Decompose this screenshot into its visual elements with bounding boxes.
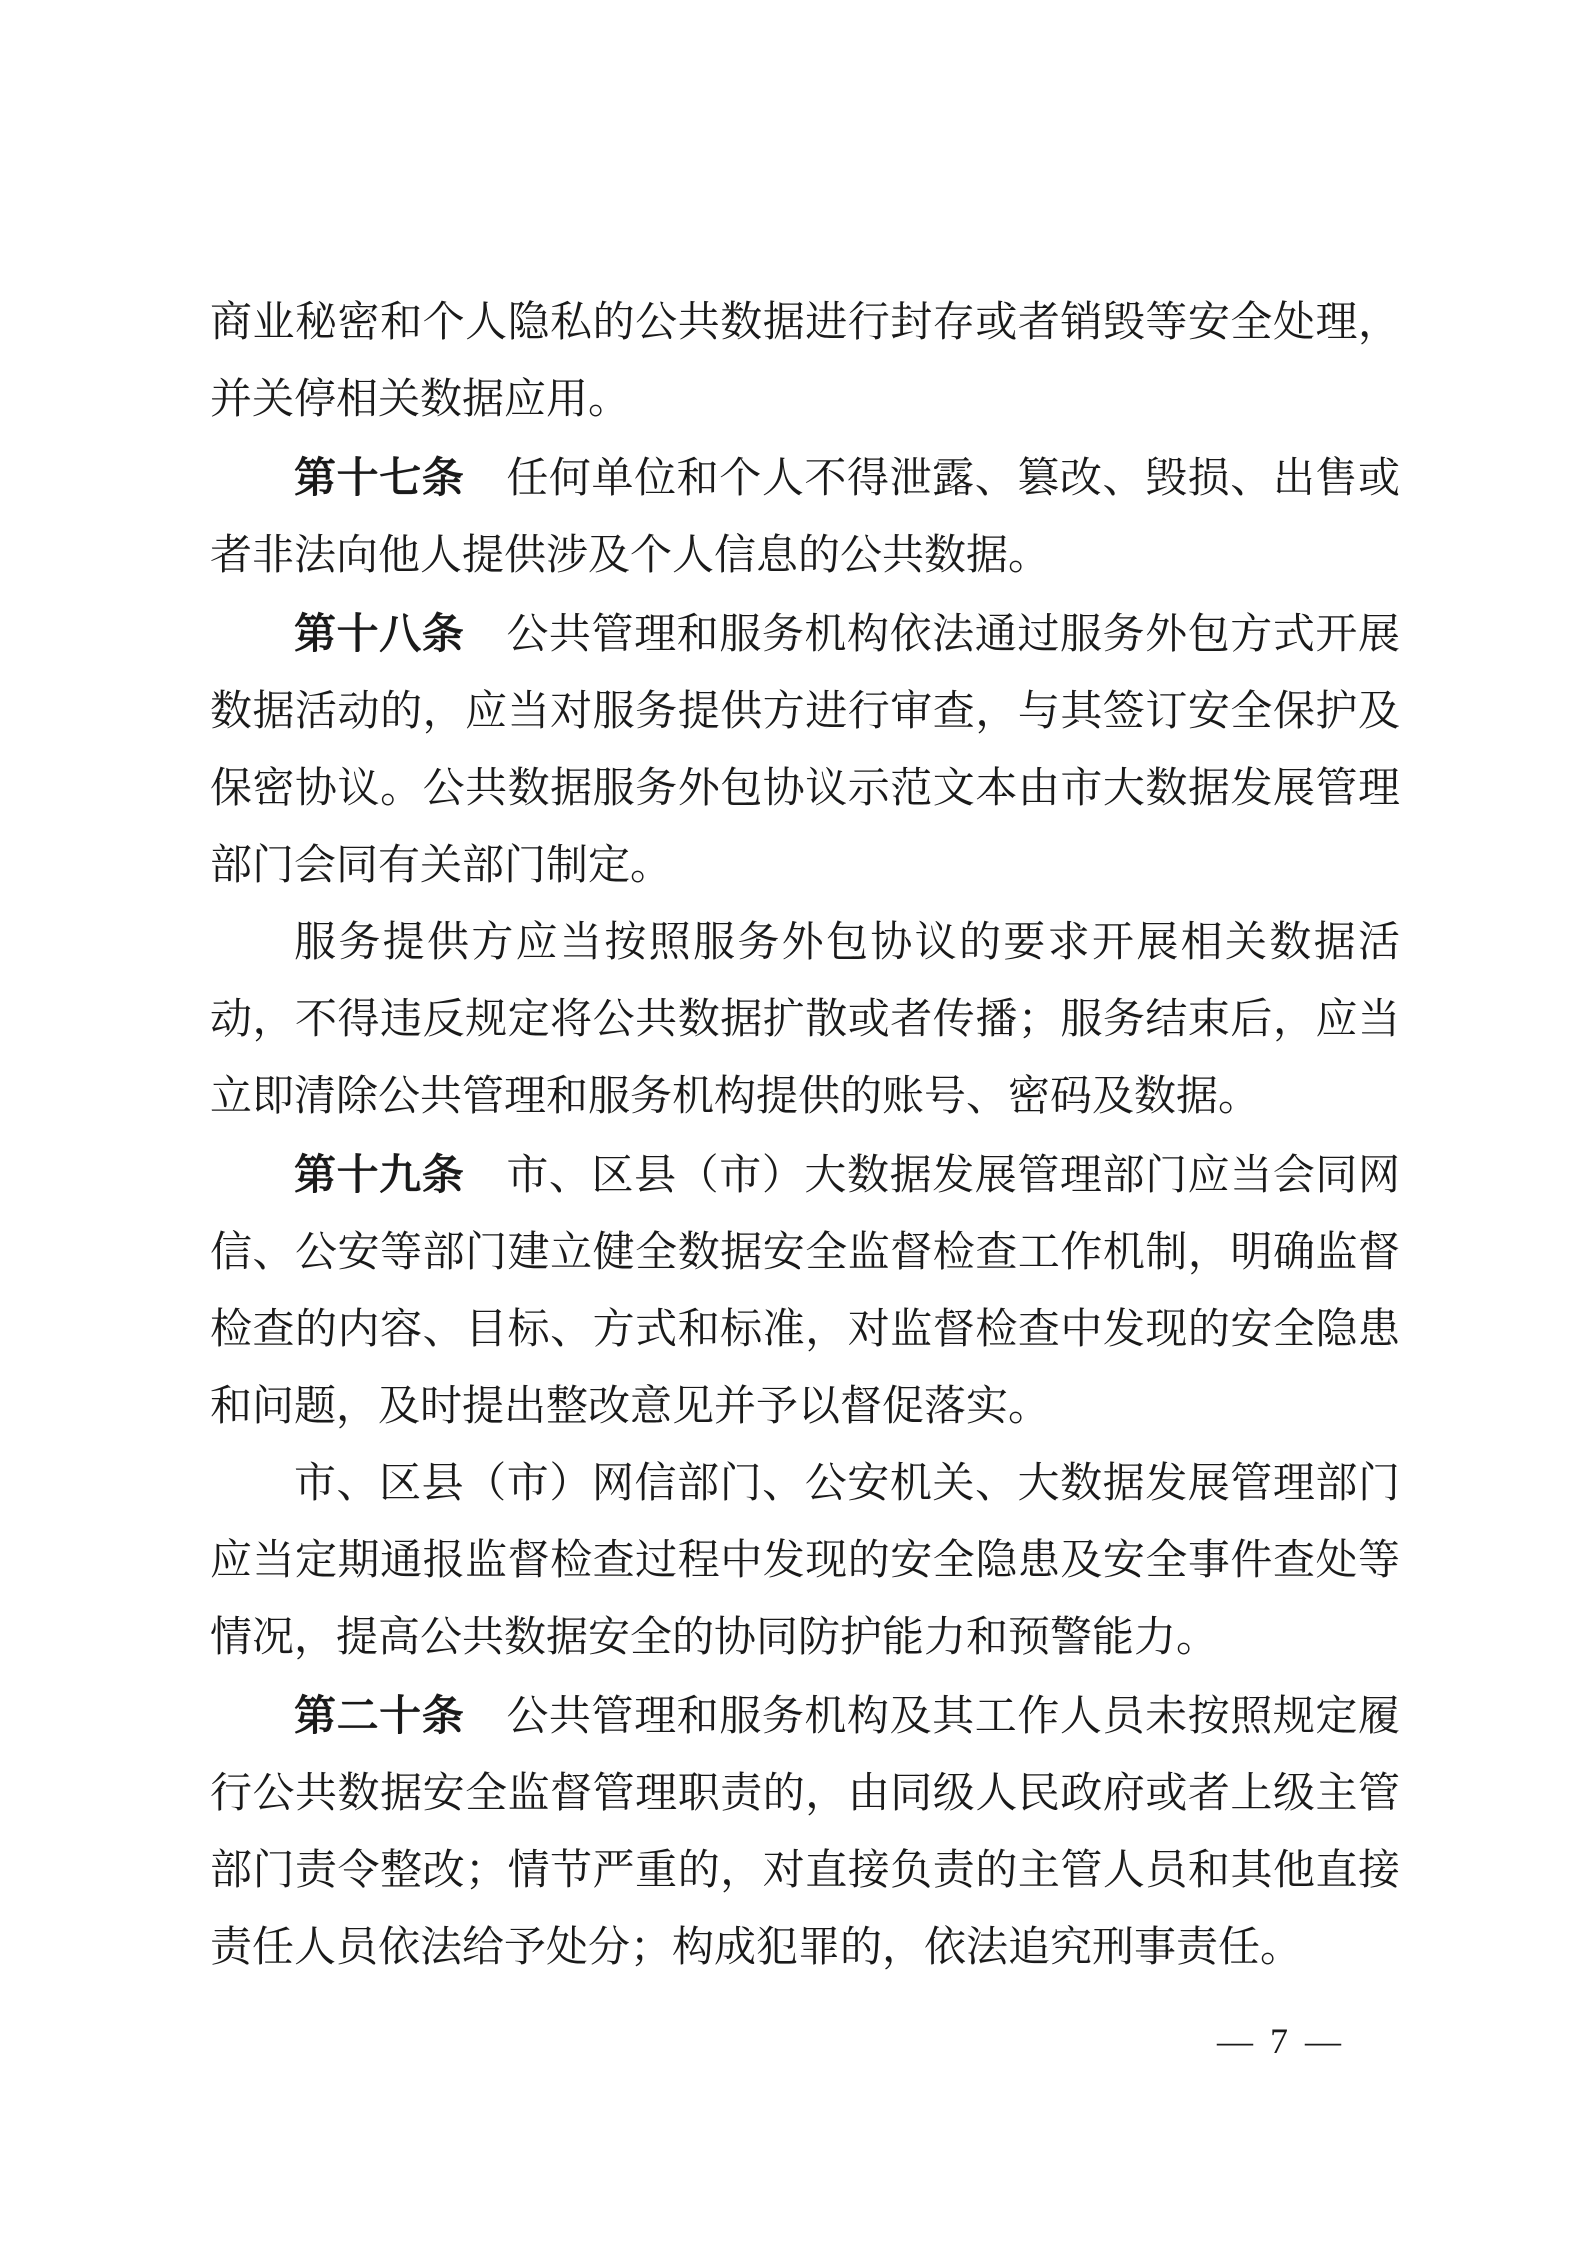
body-text <box>210 285 1400 1987</box>
page-number: — 7 — <box>1217 2021 1345 2061</box>
article-17-paragraph <box>210 439 1400 595</box>
article-18-number: 第十八条 <box>294 610 465 657</box>
article-19-paragraph-2-text: 市、区县（市）网信部门、公安机关、大数据发展管理部门应当定期通报监督检查过程中发现的安全隐患及安全事件查处等情况，提高公共数据安全的协同防护能力和预警能力。 <box>210 1461 1400 1661</box>
article-19-number: 第十九条 <box>294 1151 465 1198</box>
article-19-paragraph <box>210 1136 1400 1446</box>
article-19-paragraph-2 <box>210 1446 1400 1677</box>
article-18-text: 公共管理和服务机构依法通过服务外包方式开展数据活动的，应当对服务提供方进行审查，与其签订安全保护及保密协议。公共数据服务外包协议示范文本由市大数据发展管理部门会同有关部门制定。 <box>210 612 1400 889</box>
paragraph-continuation-text: 商业秘密和个人隐私的公共数据进行封存或者销毁等安全处理，并关停相关数据应用。 <box>210 300 1400 423</box>
article-17-text: 任何单位和个人不得泄露、篡改、毁损、出售或者非法向他人提供涉及个人信息的公共数据。 <box>210 456 1400 579</box>
article-18-paragraph-2-text: 服务提供方应当按照服务外包协议的要求开展相关数据活动，不得违反规定将公共数据扩散或者传播；服务结束后，应当立即清除公共管理和服务机构提供的账号、密码及数据。 <box>210 920 1400 1120</box>
article-17-number: 第十七条 <box>294 454 465 501</box>
article-18-paragraph <box>210 595 1400 905</box>
article-20-text: 公共管理和服务机构及其工作人员未按照规定履行公共数据安全监督管理职责的，由同级人民政府或者上级主管部门责令整改；情节严重的，对直接负责的主管人员和其他直接责任人员依法给予处分；构成犯罪的，依法追究刑事责任。 <box>210 1694 1400 1971</box>
article-20-paragraph <box>210 1677 1400 1987</box>
article-20-number: 第二十条 <box>294 1692 465 1739</box>
article-19-text: 市、区县（市）大数据发展管理部门应当会同网信、公安等部门建立健全数据安全监督检查工作机制，明确监督检查的内容、目标、方式和标准，对监督检查中发现的安全隐患和问题，及时提出整改意见并予以督促落实。 <box>210 1153 1400 1430</box>
paragraph-continuation <box>210 285 1400 439</box>
article-18-paragraph-2 <box>210 905 1400 1136</box>
